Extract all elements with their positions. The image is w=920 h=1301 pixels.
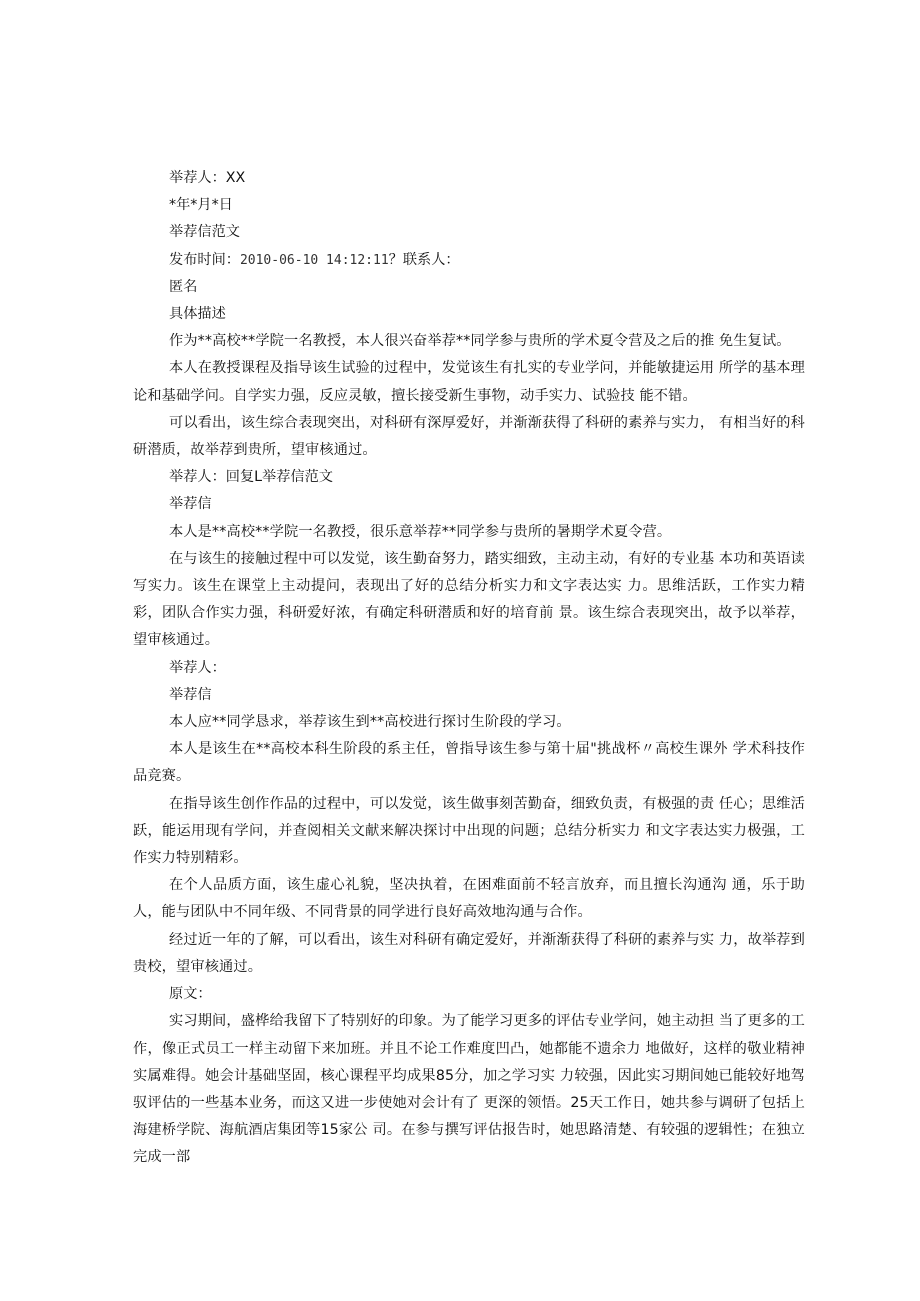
recommender-line: 举荐人：回复L举荐信范文 [169,469,333,486]
description-line: 具体描述 [169,306,226,323]
paragraph: 本人是**高校**学院一名教授，很乐意举荐**同学参与贵所的暑期学术夏令营。 [169,523,672,540]
contact-label: ？联系人： [388,251,460,268]
anonymous-line: 匿名 [169,278,198,295]
recommender-line: 举荐人： [169,659,226,676]
document-body [133,165,805,1172]
recommender-line: 举荐人：XX [169,170,246,186]
section-heading: 举荐信范文 [169,224,240,241]
paragraph: 本人是该生在**高校本科生阶段的系主任，曾指导该生参与第十届"挑战杯〃高校生课外 学术科技作品竞赛。 [133,741,805,785]
paragraph: 在指导该生创作作品的过程中，可以发觉，该生做事刻苦勤奋，细致负责，有极强的责 任心；思维活跃，能运用现有学问，并查阅相关文献来解决探讨中出现的问题；总结分析实力 和文字表达实力极强，工作实力特别精彩。 [133,795,805,867]
paragraph: 在与该生的接触过程中可以发觉，该生勤奋努力，踏实细致，主动主动，有好的专业基 本功和英语读写实力。该生在课堂上主动提问，表现出了好的总结分析实力和文字表达实 力。思维活跃，工作实力精彩，团队合作实力强，科研爱好浓，有确定科研潜质和好的培育前 景。该生综合表现突出，故予以举荐，望审核通过。 [133,550,805,649]
section-heading: 举荐信 [169,496,212,513]
publish-info-line [133,247,805,274]
date-line: *年*月*日 [169,197,233,214]
publish-time: 2010-06-10 14:12:11 [239,252,389,268]
original-label-line: 原文： [169,986,212,1003]
paragraph: 可以看出，该生综合表现突出，对科研有深厚爱好，并渐渐获得了科研的素养与实力， 有相当好的科研潜质，故举荐到贵所，望审核通过。 [133,414,805,459]
section-heading: 举荐信 [169,686,212,703]
paragraph: 经过近一年的了解，可以看出，该生对科研有确定爱好，并渐渐获得了科研的素养与实 力，故举荐到贵校，望审核通过。 [133,931,805,975]
paragraph: 在个人品质方面，该生虚心礼貌，坚决执着，在困难面前不轻言放弃，而且擅长沟通沟 通，乐于助人，能与团队中不同年级、不同背景的同学进行良好高效地沟通与合作。 [133,877,805,921]
paragraph: 作为**高校**学院一名教授，本人很兴奋举荐**同学参与贵所的学术夏令营及之后的推 免生复试。 [169,333,791,350]
paragraph: 本人应**同学恳求，举荐该生到**高校进行探讨生阶段的学习。 [169,714,571,731]
paragraph: 本人在教授课程及指导该生试验的过程中，发觉该生有扎实的专业学问，并能敏捷运用 所学的基本理论和基础学问。自学实力强，反应灵敏，擅长接受新生事物，动手实力、试验技 能不错。 [133,360,805,404]
publish-label: 发布时间： [169,251,240,268]
paragraph: 实习期间，盛桦给我留下了特别好的印象。为了能学习更多的评估专业学问，她主动担 当了更多的工作，像正式员工一样主动留下来加班。并且不论工作难度凹凸，她都能不遗余力 地做好，这样的敬业精神实属难得。她会计基础坚固，核心课程平均成果85分，加之学习实 力较强，因此实习期间她已能较好地驾驭评估的一些基本业务，而这又进一步使她对会计有了 更深的领悟。25天工作日，她共参与调研了包括上海建桥学院、海航酒店集团等15家公 司。在参与撰写评估报告时，她思路清楚、有较强的逻辑性；在独立完成一部 [133,1013,805,1166]
